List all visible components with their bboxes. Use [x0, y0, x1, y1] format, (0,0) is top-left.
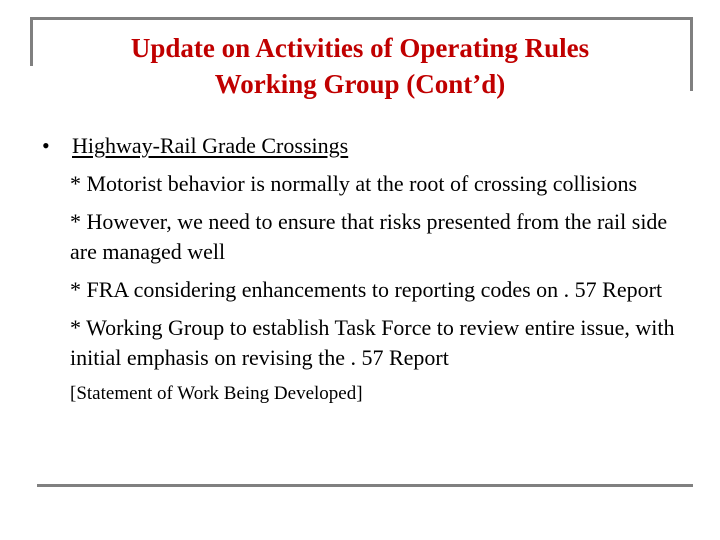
slide-title: [40, 30, 680, 102]
sub-point-fra-reporting-codes: * FRA considering enhancements to reporting codes on . 57 Report: [70, 277, 663, 302]
slide-title-line-2: Working Group (Cont’d): [214, 69, 506, 99]
frame-left-rule: [30, 17, 33, 66]
statement-of-work-note: [Statement of Work Being Developed]: [70, 383, 363, 404]
sub-point-motorist-behavior: * Motorist behavior is normally at the root of crossing collisions: [70, 171, 638, 196]
sub-point-rail-side-risks: * However, we need to ensure that risks presented from the rail side are managed well: [70, 209, 668, 264]
sub-points: [70, 169, 690, 426]
frame-right-rule: [690, 17, 693, 91]
bullet-heading: Highway-Rail Grade Crossings: [72, 133, 349, 158]
sub-point-task-force: * Working Group to establish Task Force to review entire issue, with initial emphasis on revising the . 57 Report: [70, 315, 675, 370]
frame-bottom-rule: [37, 484, 693, 487]
bullet-marker: •: [42, 133, 50, 158]
slide-title-line-1: Update on Activities of Operating Rules: [130, 33, 590, 63]
frame-top-rule: [30, 17, 693, 20]
